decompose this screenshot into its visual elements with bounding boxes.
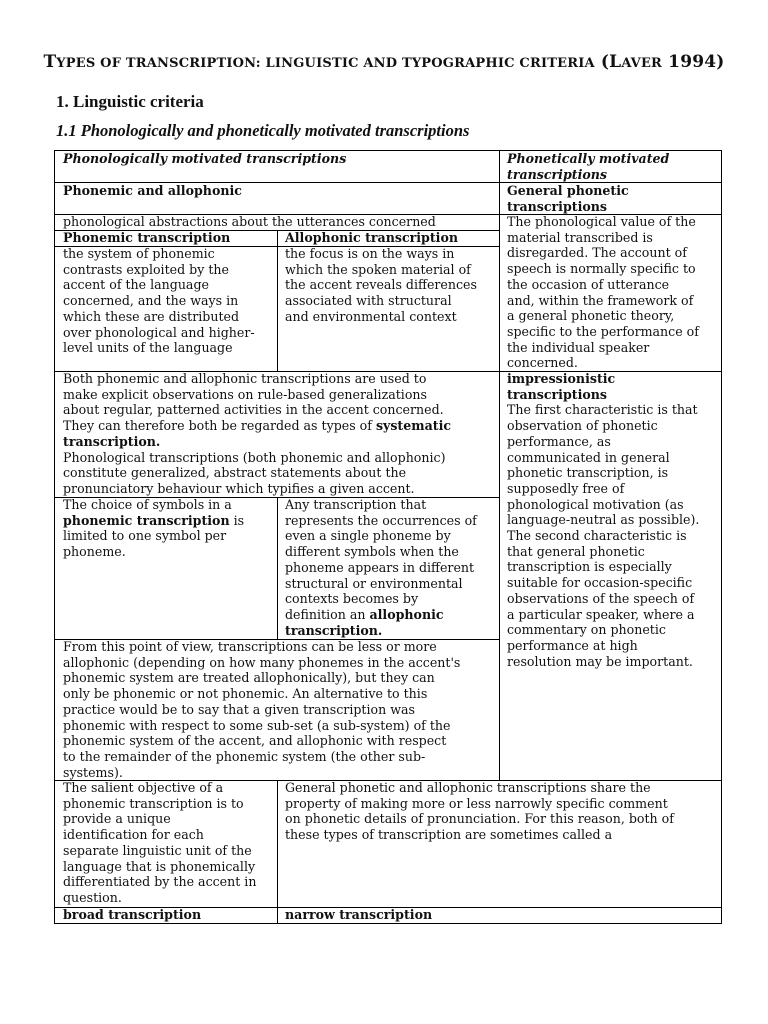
column-divider — [499, 150, 500, 780]
shared-property: General phonetic and allophonic transcriptions share the property of making more or less narrowly specific comment on phonetic details of pronunciation. For this reason, both of these types of transcription are sometimes called a — [285, 780, 674, 843]
header-phonological: Phonologically motivated transcriptions — [63, 151, 347, 166]
point-of-view-paragraph: From this point of view, transcriptions can be less or more allophonic (depending on how many phonemes in the accent's phonemic system are treated allophonically), but they can only be phonemic or not phonemic. An alternative to this practice would be to say that a given transcription was phonemic with respect to some sub-set (a sub-system) of the phonemic system of the accent, and allophonic with respect to the remainder of the phonemic system (the other sub- systems). — [63, 639, 461, 780]
abstractions-text: phonological abstractions about the utterances concerned — [63, 214, 436, 229]
systematic-paragraph: Both phonemic and allophonic transcriptions are used to make explicit observations on rule-based generalizations about regular, patterned activities in the accent concerned. They can therefore both be regarded as types of systematic transcription. Phonological transcriptions (both phonemic and allophonic) constitute generalized, abstract statements about the pronunciatory behaviour which typifies a given accent. — [63, 371, 452, 496]
allophonic-description: the focus is on the ways in which the spoken material of the accent reveals differences associated with structural and environmental context — [285, 246, 477, 324]
column-divider — [277, 230, 278, 371]
document-title: TYPES OF TRANSCRIPTION: LINGUISTIC AND TYPOGRAPHIC CRITERIA (LAVER 1994) — [43, 52, 725, 72]
choice-of-symbols: The choice of symbols in a phonemic transcription is limited to one symbol per phoneme. — [63, 497, 245, 560]
phonemic-transcription-head: Phonemic transcription — [63, 230, 231, 245]
phonetic-description: The phonological value of the material transcribed is disregarded. The account of speech is normally specific to the occasion of utterance and, within the framework of a general phonetic theory, specific to the performance of the individual speaker concerned. — [507, 214, 699, 371]
header-phonetic: Phonetically motivated transcriptions — [507, 151, 670, 182]
general-phonetic-label: General phonetic transcriptions — [507, 183, 629, 214]
allophonic-transcription-head: Allophonic transcription — [285, 230, 459, 245]
column-divider — [277, 497, 278, 639]
broad-transcription: broad transcription — [63, 907, 202, 922]
narrow-transcription: narrow transcription — [285, 907, 433, 922]
phonemic-allophonic-label: Phonemic and allophonic — [63, 183, 242, 198]
subsection-heading: 1.1 Phonologically and phonetically motivated transcriptions — [56, 121, 470, 140]
impressionistic-cell: impressionistic transcriptions The first characteristic is that observation of phonetic performance, as communicated in general phonetic transcription, is supposedly free of phonological motivation (as language-neutral as possible). The second characteristic is that general phonetic transcription is especially suitable for occasion-specific observations of the speech of a particular speaker, where a commentary on phonetic performance at high resolution may be important. — [507, 371, 700, 669]
column-divider — [277, 780, 278, 923]
salient-objective: The salient objective of a phonemic transcription is to provide a unique identification for each separate linguistic unit of the language that is phonemically differentiated by the accent in question. — [63, 780, 257, 905]
section-heading: 1. Linguistic criteria — [56, 92, 204, 111]
phonemic-description: the system of phonemic contrasts exploited by the accent of the language concerned, and the ways in which these are distributed over phonological and higher- level units of the language — [63, 246, 255, 356]
allophonic-definition: Any transcription that represents the occurrences of even a single phoneme by different symbols when the phoneme appears in different structural or environmental contexts becomes by definition an allophonic transcription. — [285, 497, 477, 638]
